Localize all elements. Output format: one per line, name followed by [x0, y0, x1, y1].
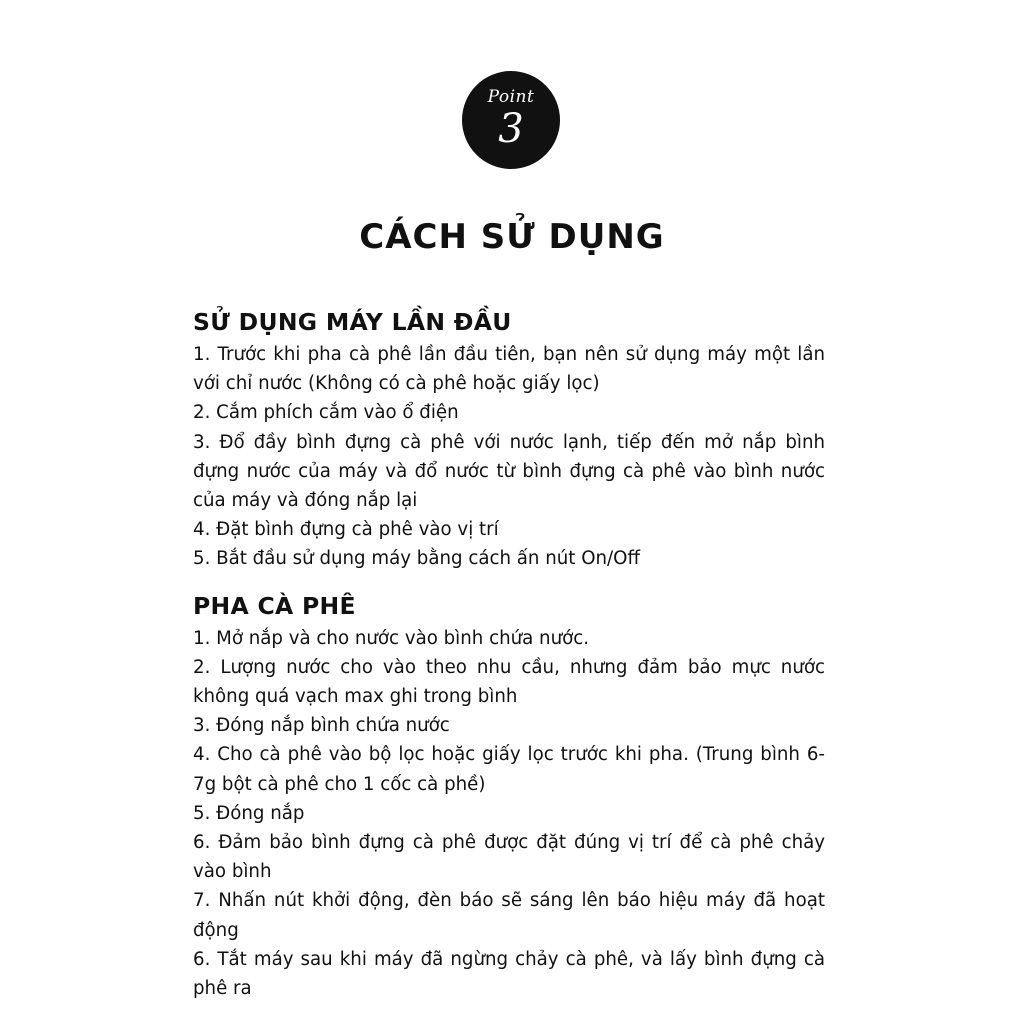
brew-coffee-steps	[193, 624, 825, 1004]
step-item: 2. Lượng nước cho vào theo nhu cầu, nhưng đảm bảo mực nước không quá vạch max ghi trong bình	[193, 656, 825, 708]
point-badge-number: 3	[498, 106, 524, 152]
page-title: CÁCH SỬ DỤNG	[359, 217, 665, 257]
step-item: 5. Đóng nắp	[193, 802, 305, 824]
step-item: 3. Đổ đầy bình đựng cà phê với nước lạnh, tiếp đến mở nắp bình đựng nước của máy và đổ nước từ bình đựng cà phê vào bình nước của máy và đóng nắp lại	[193, 431, 825, 512]
step-item: 4. Đặt bình đựng cà phê vào vị trí	[193, 519, 499, 541]
step-item: 1. Mở nắp và cho nước vào bình chứa nước.	[193, 627, 590, 649]
point-badge	[462, 71, 560, 169]
section-heading-first-use: SỬ DỤNG MÁY LẦN ĐẦU	[193, 308, 512, 336]
section-brew-coffee	[193, 588, 825, 1004]
section-heading-brew-coffee: PHA CÀ PHÊ	[193, 591, 356, 620]
instructions-content	[193, 304, 825, 1003]
step-item: 4. Cho cà phê vào bộ lọc hoặc giấy lọc trước khi pha. (Trung bình 6-7g bột cà phê cho 1 cốc cà phề)	[193, 744, 825, 795]
step-item: 6. Tắt máy sau khi máy đã ngừng chảy cà phê, và lấy bình đựng cà phê ra	[193, 948, 825, 1000]
section-first-use	[193, 304, 825, 574]
step-item: 5. Bắt đầu sử dụng máy bằng cách ấn nút On/Off	[193, 548, 641, 570]
step-item: 2. Cắm phích cắm vào ổ điện	[193, 402, 459, 424]
first-use-steps	[193, 340, 825, 574]
step-item: 3. Đóng nắp bình chứa nước	[193, 715, 450, 737]
point-badge-label: Point	[487, 87, 535, 107]
step-item: 1. Trước khi pha cà phê lần đầu tiên, bạn nên sử dụng máy một lần với chỉ nước (Không có cà phê hoặc giấy lọc)	[193, 344, 825, 395]
step-item: 6. Đảm bảo bình đựng cà phê được đặt đúng vị trí để cà phê chảy vào bình	[193, 832, 825, 883]
step-item: 7. Nhấn nút khởi động, đèn báo sẽ sáng lên báo hiệu máy đã hoạt động	[193, 890, 825, 941]
